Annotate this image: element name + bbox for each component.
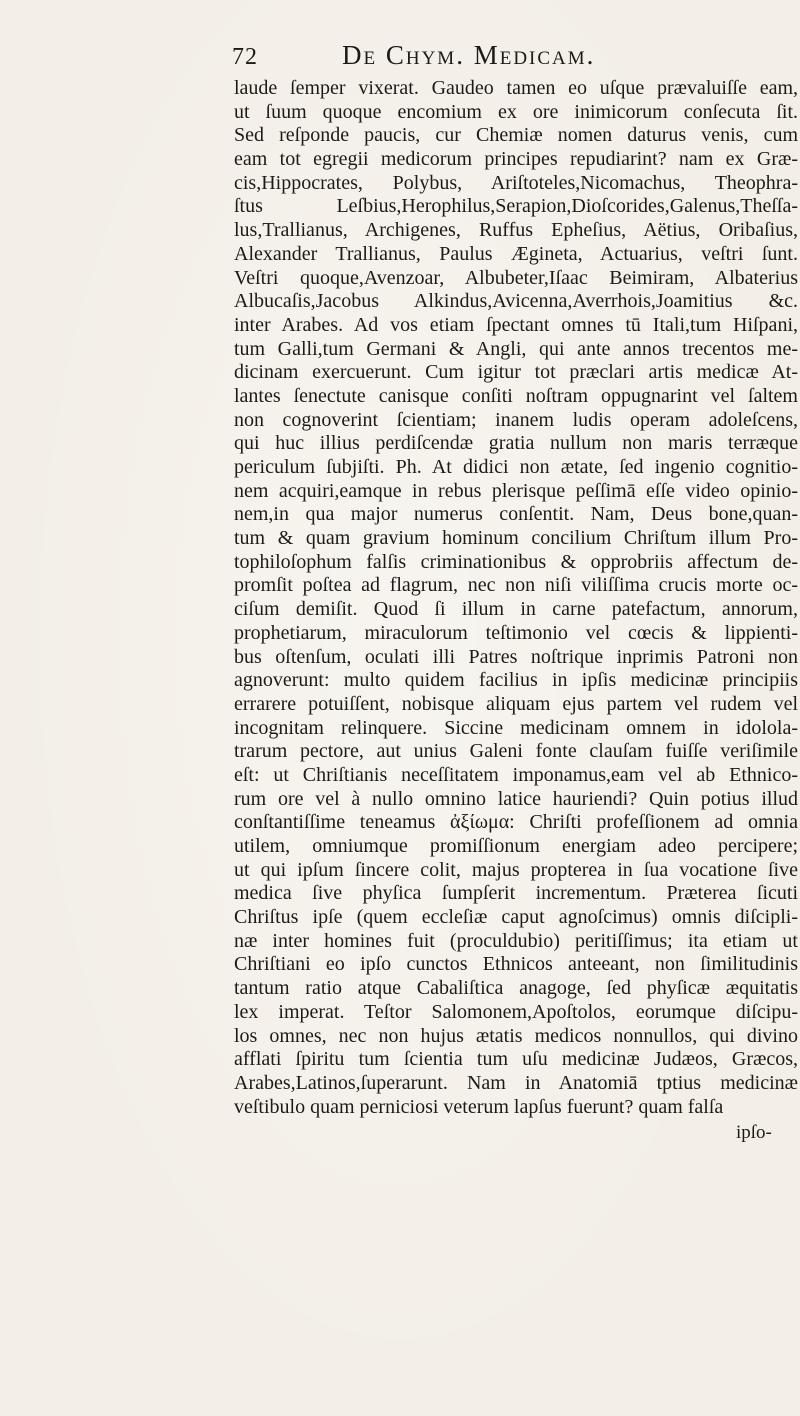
text-line: Chriſtiani eo ipſo cunctos Ethnicos anteeant, non ſimilitudinis [234, 953, 798, 976]
running-head: De Chym. Medicam. [342, 40, 596, 70]
text-line: Veſtri quoque,Avenzoar, Albubeter,Iſaac Beimiram, Albaterius [234, 266, 798, 289]
text-line: inter Arabes. Ad vos etiam ſpectant omnes tū Itali,tum Hiſpani, [234, 313, 798, 336]
catchword: ipſo- [736, 1121, 772, 1143]
text-line: lus,Trallianus, Archigenes, Ruffus Epheſius, Aëtius, Oribaſius, [234, 219, 798, 242]
page-header [232, 38, 760, 78]
text-line: ciſum demiſit. Quod ſi illum in carne patefactum, annorum, [234, 598, 798, 621]
text-line: dicinam exercuerunt. Cum igitur tot præclari artis medicæ At- [234, 361, 798, 384]
text-line: ut qui ipſum ſincere colit, majus propterea in ſua vocatione ſive [234, 858, 798, 881]
text-line: næ inter homines fuit (proculdubio) peritiſſimus; ita etiam ut [234, 929, 798, 952]
text-line: tum & quam gravium hominum concilium Chriſtum illum Pro- [234, 527, 798, 550]
text-line: conſtantiſſime teneamus ἀξίωμα: Chriſti profeſſionem ad omnia [234, 811, 798, 834]
text-line: los omnes, nec non hujus ætatis medicos nonnullos, qui divino [234, 1024, 798, 1047]
text-line: veſtibulo quam perniciosi veterum lapſus fuerunt? quam falſa [234, 1095, 724, 1118]
text-line: nem acquiri,eamque in rebus plerisque peſſimā eſſe video opinio- [234, 479, 798, 502]
text-line: Sed reſponde paucis, cur Chemiæ nomen daturus venis, cum [234, 124, 798, 147]
text-line: cis,Hippocrates, Polybus, Ariſtoteles,Nicomachus, Theophra- [234, 171, 798, 194]
text-line: promſit poſtea ad flagrum, nec non niſi viliſſima crucis morte oc- [234, 574, 798, 597]
text-line: tantum ratio atque Cabaliſtica anagoge, ſed phyſicæ æquitatis [234, 977, 798, 1000]
text-line: non cognoverint ſcientiam; inanem ludis operam adoleſcens, [234, 408, 798, 431]
text-line: ut ſuum quoque encomium ex ore inimicorum conſecuta ſit. [234, 100, 798, 123]
text-line: tum Galli,tum Germani & Angli, qui ante annos trecentos me- [234, 337, 798, 360]
text-line: periculum ſubjiſti. Ph. At didici non ætate, ſed ingenio cognitio- [234, 456, 798, 478]
text-line: rum ore vel à nullo omnino latice hauriendi? Quin potius illud [234, 787, 798, 810]
text-line: lex imperat. Teſtor Salomonem,Apoſtolos, eorumque diſcipu- [234, 1000, 798, 1023]
text-line: lantes ſenectute canisque conſiti noſtram oppugnarint vel ſaltem [234, 384, 798, 407]
text-line: bus oſtenſum, oculati illi Patres noſtrique inprimis Patroni non [234, 645, 798, 668]
body-text [234, 77, 798, 1119]
text-line: agnoverunt: multo quidem facilius in ipſis medicinæ principiis [234, 669, 798, 692]
text-line: laude ſemper vixerat. Gaudeo tamen eo uſque prævaluiſſe eam, [234, 77, 798, 99]
text-line: eſt: ut Chriſtianis neceſſitatem imponamus,eam vel ab Ethnico- [234, 763, 798, 786]
text-line: afflati ſpiritu tum ſcientia tum uſu medicinæ Judæos, Græcos, [234, 1048, 798, 1071]
text-line: qui huc illius perdiſcendæ gratia nullum non maris terræque [234, 432, 798, 455]
text-line: utilem, omniumque promiſſionum energiam adeo percipere; [234, 835, 798, 857]
text-line: prophetiarum, miraculorum teſtimonio vel cœcis & lippienti- [234, 621, 798, 644]
text-line: eam tot egregii medicorum principes repudiarint? nam ex Græ- [234, 148, 798, 171]
text-line: Arabes,Latinos,ſuperarunt. Nam in Anatomiā tptius medicinæ [234, 1071, 798, 1094]
text-line: medica ſive phyſica ſumpſerit incrementum. Prætereа ſicuti [234, 882, 798, 905]
text-line: trarum pectore, aut unius Galeni fonte clauſam fuiſſe veriſimile [234, 740, 798, 763]
text-line: incognitam relinquere. Siccine medicinam omnem in idolola- [234, 716, 798, 739]
text-line: nem,in qua major numerus conſentit. Nam, Deus bone,quan- [234, 503, 798, 526]
text-line: Albucaſis,Jacobus Alkindus,Avicenna,Averrhois,Joamitius &c. [234, 290, 798, 313]
text-line: ſtus Leſbius,Herophilus,Serapion,Dioſcorides,Galenus,Theſſa- [234, 195, 798, 218]
text-line: errarere potuiſſent, nobisque aliquam ejus partem vel rudem vel [234, 692, 798, 715]
text-line: tophiloſophum falſis criminationibus & opprobriis affectum de- [234, 550, 798, 573]
page-number: 72 [232, 44, 258, 70]
text-line: Alexander Trallianus, Paulus Ægineta, Actuarius, veſtri ſunt. [234, 242, 798, 265]
text-line: Chriſtus ipſe (quem eccleſiæ caput agnoſcimus) omnis diſcipli- [234, 906, 798, 929]
